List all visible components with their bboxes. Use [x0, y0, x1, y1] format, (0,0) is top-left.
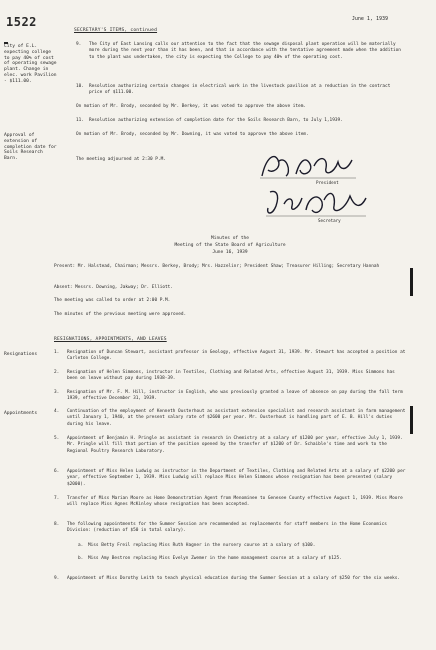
- resignations-heading: RESIGNATIONS, APPOINTMENTS, AND LEAVES: [54, 337, 167, 342]
- minutes-title-line2: Meeting of the State Board of Agriculture: [174, 243, 286, 248]
- item-text: Appointment of Miss Dorothy Leith to teach physical education during the Summer Session at a salary of $250 for the six weeks.: [67, 576, 401, 581]
- item-text: The City of East Lansing calls our attention to the fact that the sewage disposal plant operation will be materially more during the next year than it has been, and that in accordance with the tentative agreement made when the addition to the plant was undertaken, the city is expecting the College to pay 40% of the operating cost.: [89, 42, 401, 60]
- sub-item-letter: b.: [78, 556, 84, 561]
- document-date: June 1, 1939: [351, 16, 388, 22]
- item-text: Resignation of Duncan Stewart, assistant professor in Geology, effective August 31, 1939. Mr. Stewart has accepted a position at Carleton College.: [67, 350, 406, 362]
- item-number: 6.: [54, 469, 60, 474]
- item-text: Continuation of the employment of Kenneth Ousterhout as assistant extension specialist and research assistant in farm management until January 1, 1940, at the present salary rate of $2600 per year. Mr. Ousterhout is handling part of E. B. Hill's duties during his leave.: [67, 409, 406, 427]
- item-text: Resolution authorizing extension of completion date for the Soils Research Barn, to July 1,1939.: [89, 118, 343, 123]
- item-text: Appointment of Benjamin H. Pringle as assistant in research in Chemistry at a salary of $1200 per year, effective July 1, 1939. Mr. Pringle will fill that portion of the position opened by the transfer of $1200 of Dr. Schaible's time and work to the Regional Poultry Research Laboratory.: [67, 436, 403, 454]
- called-to-order: The meeting was called to order at 2:00 P.M.: [54, 298, 171, 303]
- margin-note-soils: Approval of extension of completion date for Soils Research Barn.: [4, 133, 57, 162]
- item-number: 7.: [54, 496, 60, 501]
- side-label-resignations: Resignations: [4, 352, 38, 357]
- item-number: 9.: [76, 42, 82, 47]
- item-number: 8.: [54, 522, 60, 527]
- item-text: Appointment of Miss Helen Ludwig as instructor in the Department of Textiles, Clothing and Related Arts at a salary of $2200 per year, effective September 1, 1939. Miss Ludwig will replace Miss Helen Simmons whose resignation has been presented (salary $2000).: [67, 469, 406, 487]
- secretary-items-heading: SECRETARY'S ITEMS, continued: [74, 28, 158, 33]
- sub-item-text: Miss Betty Freil replacing Miss Ruth Hagner in the nursery course at a salary of $100.: [88, 543, 316, 548]
- absent-list: Absent: Messrs. Downing, Jakway; Dr. Elliott.: [54, 285, 173, 290]
- sub-item-letter: a.: [78, 543, 84, 548]
- president-label: President: [316, 180, 339, 185]
- item-text: Resolution authorizing certain changes in electrical work in the livestock pavilion at a reduction in the contract price of $111.00.: [89, 84, 391, 96]
- motion-item-10: On motion of Mr. Brody, seconded by Mr. Berkey, it was voted to approve the above item.: [76, 104, 306, 109]
- secretary-signature: [262, 184, 372, 222]
- item-number: 11.: [76, 118, 84, 123]
- secretary-label: Secretary: [318, 218, 341, 223]
- item-number: 2.: [54, 370, 60, 375]
- president-signature: [256, 148, 366, 184]
- item-number: 5.: [54, 436, 60, 441]
- item-number: 3.: [54, 390, 60, 395]
- minutes-approved: The minutes of the previous meeting were approved.: [54, 312, 187, 317]
- present-list: Present: Mr. Halstead, Chairman; Messrs. Berkey, Brody; Mrs. Hazzelinr; President Shaw; Treasurer Hilling; Secretary Hannah: [54, 264, 380, 269]
- item-number: 4.: [54, 409, 60, 414]
- item-text: Resignation of Helen Simmons, instructor in Textiles, Clothing and Related Arts, effective August 31, 1939. Miss Simmons has been on leave without pay during 1938-39.: [67, 370, 395, 382]
- item-number: 9.: [54, 576, 60, 581]
- meeting-adjourned: The meeting adjourned at 2:30 P.M.: [76, 157, 166, 162]
- item-number: 1.: [54, 350, 60, 355]
- item-text: Resignation of Mr. F. M. Hill, instructor in English, who was previously granted a leave of absence on pay during the fall term 1939, effective December 31, 1939.: [67, 390, 403, 402]
- item-text: Transfer of Miss Marian Moore as Home Demonstration Agent from Menominee to Genesee County effective August 1, 1939. Miss Moore will replace Miss Agnes McKinley whose resignation has been accepted.: [67, 496, 403, 508]
- margin-note-sewage: City of E.L. expecting college to pay 40% of cost of operating sewage plant. Change in elec. work Pavilion - $111.00.: [4, 44, 57, 84]
- motion-item-11: On motion of Mr. Brody, seconded by Mr. Downing, it was voted to approve the above item.: [76, 132, 309, 137]
- page-number: 1522: [6, 15, 37, 29]
- item-text: The following appointments for the Summer Session are recommended as replacements for staff members in the Home Economics Division: (reduction of $50 in total salary).: [67, 522, 387, 534]
- minutes-title-line1: Minutes of the: [211, 236, 249, 241]
- sub-item-text: Miss Amy Bestron replacing Miss Evelyn Zwemer in the home management course at a salary of $125.: [88, 556, 342, 561]
- item-number: 10.: [76, 84, 84, 89]
- side-label-appointments: Appointments: [4, 411, 38, 416]
- margin-bar: [410, 268, 413, 296]
- margin-bar: [410, 406, 413, 434]
- minutes-title-line3: June 16, 1939: [212, 250, 248, 255]
